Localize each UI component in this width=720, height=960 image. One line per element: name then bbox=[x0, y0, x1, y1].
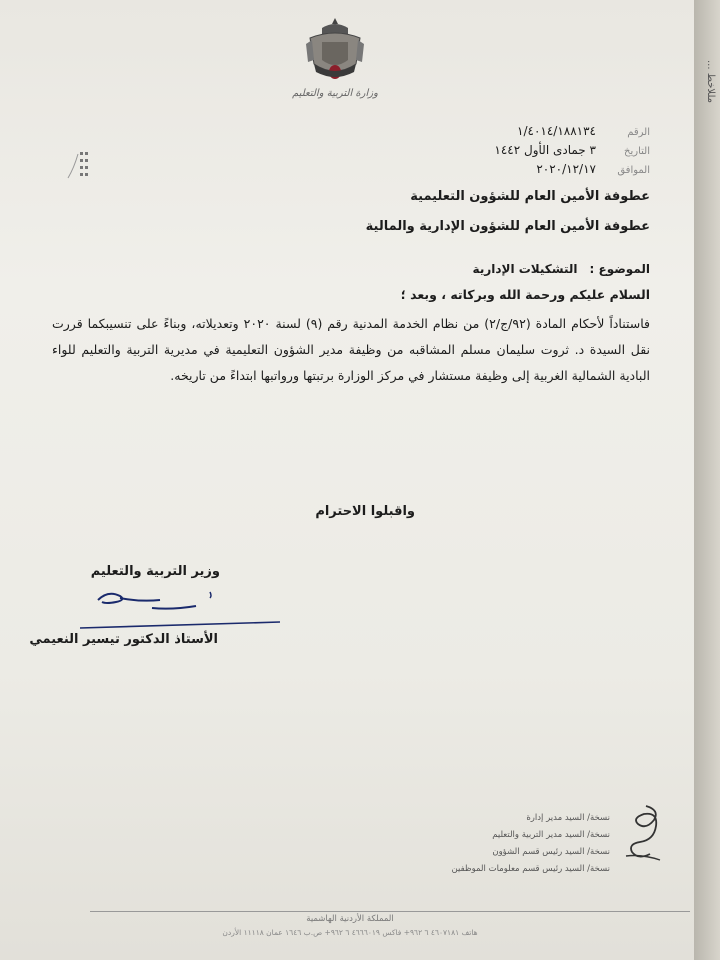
stamp-dots-icon bbox=[66, 148, 94, 188]
date-gregorian: ٢٠٢٠/١٢/١٧ bbox=[536, 162, 596, 176]
copy-4: نسخة/ السيد رئيس قسم معلومات الموظفين bbox=[451, 864, 610, 874]
subject-label: الموضوع : bbox=[589, 262, 650, 276]
addressees bbox=[366, 182, 650, 242]
copy-2: نسخة/ السيد مدير التربية والتعليم bbox=[492, 830, 610, 840]
coat-of-arms-emblem bbox=[300, 14, 370, 86]
edge-text: ... مللاخط bbox=[705, 60, 716, 104]
ref-label: الرقم bbox=[627, 127, 650, 138]
greeting: السلام عليكم ورحمة الله وبركاته ، وبعد ؛ bbox=[400, 287, 650, 302]
copy-3: نسخة/ السيد رئيس قسم الشؤون bbox=[492, 847, 610, 857]
copies-list bbox=[452, 810, 610, 878]
footer-contact: هاتف ٤٦٠٧١٨١ ٦ ٩٦٢+ فاكس ٤٦٦٦٠١٩ ٦ ٩٦٢+ ص.ب ١٦٤٦ عمان ١١١١٨ الأردن bbox=[222, 928, 478, 937]
handwritten-signature bbox=[80, 584, 280, 630]
signatory-name: الأستاذ الدكتور تيسير النعيمي bbox=[29, 632, 218, 647]
gregorian-label: الموافق bbox=[617, 165, 650, 176]
body-paragraph: فاستناداً لأحكام المادة (٩٢/ج/٢) من نظام الخدمة المدنية رقم (٩) لسنة ٢٠٢٠ وتعديلاته، وبناءً على تنسيبكما قررت نقل السيدة د. ثروت سليمان مسلم المشاقبه من وظيفة مدير الشؤون التعليمية في مديرية التربية والتعليم للواء البادية الشمالية الغربية إلى وظيفة مستشار في مركز الوزارة برتبتها ورواتبها ابتداءً من تاريخه. bbox=[52, 316, 650, 383]
copy-1: نسخة/ السيد مدير إدارة bbox=[526, 813, 610, 823]
subject-line bbox=[473, 262, 650, 276]
handwritten-initials bbox=[618, 800, 668, 870]
signature-title: وزير التربية والتعليم bbox=[90, 564, 220, 579]
letter-body bbox=[52, 282, 650, 389]
footer-country: المملكة الأردنية الهاشمية bbox=[306, 914, 394, 924]
ministry-name: وزارة التربية والتعليم bbox=[292, 88, 378, 99]
addressee-2: عطوفة الأمين العام للشؤون الإدارية والمالية bbox=[365, 219, 650, 234]
ref-number: ١/٤٠١٤/١٨٨١٣٤ bbox=[517, 124, 596, 138]
adjacent-page-edge bbox=[694, 0, 720, 960]
closing: واقبلوا الاحترام bbox=[315, 504, 415, 519]
date-hijri: ٣ جمادى الأول ١٤٤٢ bbox=[494, 143, 596, 157]
footer-divider bbox=[90, 911, 690, 912]
letter-meta bbox=[494, 124, 650, 181]
date-label: التاريخ bbox=[624, 146, 650, 157]
addressee-1: عطوفة الأمين العام للشؤون التعليمية bbox=[410, 189, 650, 204]
subject-value: التشكيلات الإدارية bbox=[472, 262, 578, 276]
